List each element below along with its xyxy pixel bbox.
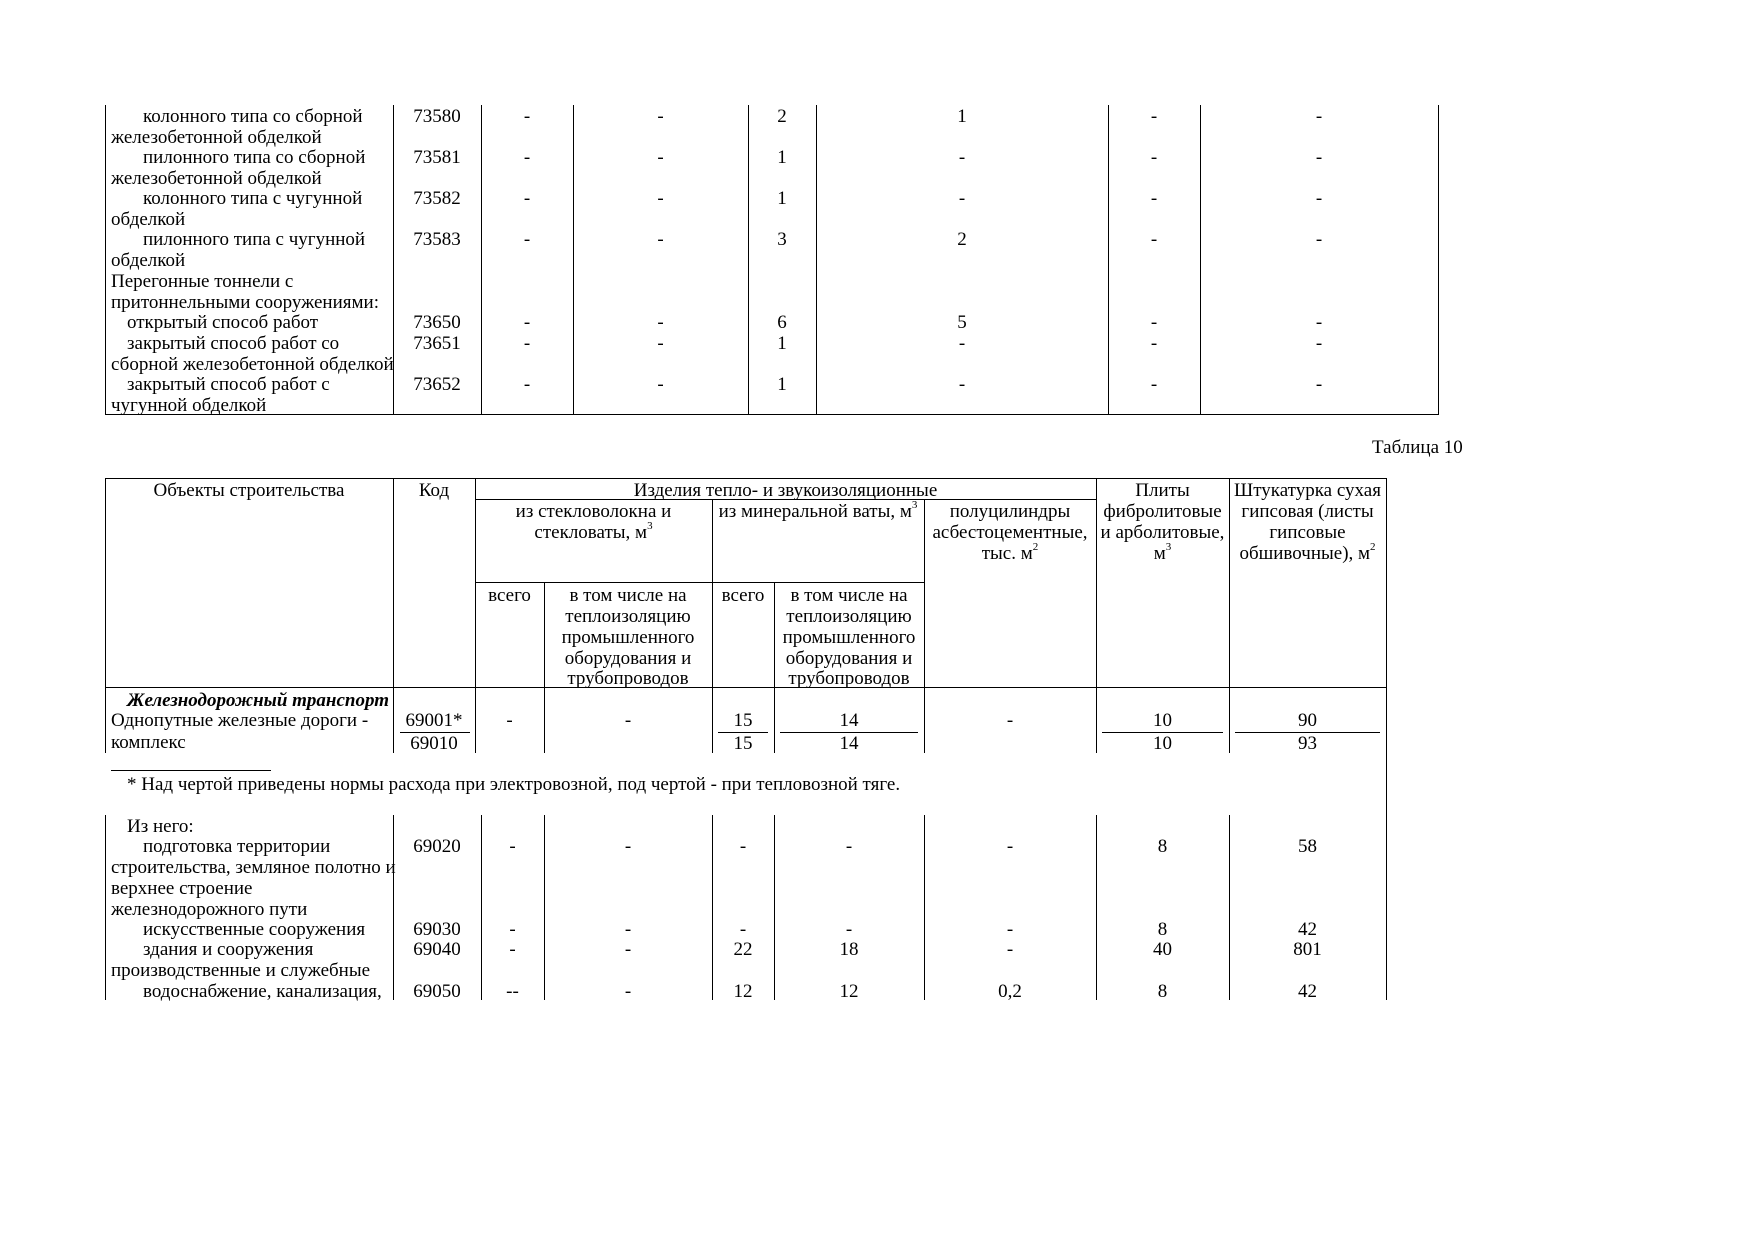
- cell-value: -: [523, 333, 531, 354]
- value-top: 90: [1298, 710, 1317, 731]
- cell-value: 6: [777, 312, 787, 333]
- cell-value: -: [657, 188, 664, 209]
- cell-value: -: [845, 919, 853, 940]
- header-plaster: гипсовая (листы: [1241, 501, 1374, 522]
- cell-value: -: [657, 229, 664, 250]
- row-name: закрытый способ работ с: [127, 374, 330, 395]
- row-name: открытый способ работ: [127, 312, 319, 333]
- header-plaster: обшивочные), $м^2$: [1239, 540, 1376, 564]
- cell-value: -: [523, 374, 531, 395]
- cell-value: -: [1315, 312, 1323, 333]
- cell-value: -: [509, 939, 516, 960]
- row-code: 73581: [413, 147, 461, 168]
- cell-value: -: [1315, 333, 1323, 354]
- row-name: подготовка территории: [143, 836, 331, 857]
- value-top: 14: [839, 710, 859, 731]
- row-name: пилонного типа со сборной: [143, 147, 366, 168]
- cell-value: --: [506, 981, 519, 1002]
- header-cylinders: полуцилиндры: [949, 501, 1071, 522]
- row-name: пилонного типа с чугунной: [143, 229, 366, 250]
- header-plates: фибролитовые: [1103, 501, 1222, 522]
- cell-value: 8: [1157, 981, 1168, 1002]
- row-name: железобетонной обделкой: [111, 127, 322, 148]
- value-bottom: 15: [733, 733, 753, 754]
- table10-border-left: [105, 687, 106, 753]
- row-name: колонного типа со сборной: [143, 106, 363, 127]
- row-name: Однопутные железные дороги -: [111, 710, 369, 731]
- cell-value: -: [523, 106, 531, 127]
- cell-value: -: [1150, 374, 1158, 395]
- value-bottom: 10: [1153, 733, 1172, 754]
- cell-value: -: [1006, 919, 1014, 940]
- group-heading: Перегонные тоннели с: [111, 271, 294, 292]
- top-table-border-right: [1438, 105, 1439, 415]
- row-name: здания и сооружения: [143, 939, 314, 960]
- cell-value: 1: [777, 374, 787, 395]
- header-incl: трубопроводов: [567, 668, 689, 689]
- cell-value: -: [958, 374, 966, 395]
- value-top: 15: [733, 710, 753, 731]
- header-glass: из стекловолокна и: [515, 501, 672, 522]
- value-top: 10: [1153, 710, 1172, 731]
- table10-border-right: [1386, 478, 1387, 688]
- cell-value: -: [509, 836, 516, 857]
- header-incl: теплоизоляцию: [565, 606, 691, 627]
- header-code: Код: [418, 480, 450, 501]
- cell-value: 1: [957, 106, 967, 127]
- cell-value: -: [624, 981, 632, 1002]
- cell-value: -: [657, 312, 664, 333]
- section-title: Железнодорожный транспорт: [127, 690, 389, 711]
- row-name: чугунной обделкой: [111, 395, 267, 416]
- cell-value: 0,2: [998, 981, 1022, 1002]
- cell-value: -: [1006, 710, 1014, 731]
- cell-value: -: [739, 836, 747, 857]
- cell-value: -: [657, 333, 664, 354]
- row-name: искусственные сооружения: [143, 919, 366, 940]
- footnote-rule: [111, 770, 271, 771]
- cell-value: -: [1315, 229, 1323, 250]
- header-incl: промышленного: [561, 627, 695, 648]
- cell-value: -: [958, 333, 966, 354]
- header-incl: в том числе на: [790, 585, 908, 606]
- cell-value: -: [509, 919, 516, 940]
- table10-header-rule: [475, 582, 924, 583]
- cell-value: -: [1150, 188, 1158, 209]
- header-plates: $м^3$: [1153, 540, 1172, 564]
- cell-value: 12: [839, 981, 859, 1002]
- cell-value: 801: [1293, 939, 1322, 960]
- cell-value: 2: [957, 229, 967, 250]
- row-code: 69050: [413, 981, 461, 1002]
- cell-value: 8: [1157, 836, 1168, 857]
- cell-value: -: [657, 147, 664, 168]
- row-name: закрытый способ работ со: [127, 333, 340, 354]
- cell-value: -: [1315, 147, 1323, 168]
- code-bottom: 69010: [410, 733, 458, 754]
- row-code: 73580: [413, 106, 461, 127]
- cell-value: 1: [777, 188, 787, 209]
- header-total: всего: [488, 585, 531, 606]
- cell-value: -: [523, 147, 531, 168]
- cell-value: -: [1150, 312, 1158, 333]
- cell-value: 40: [1153, 939, 1172, 960]
- top-table-border-left: [105, 105, 106, 415]
- value-bottom: 93: [1298, 733, 1317, 754]
- cell-value: -: [1006, 939, 1014, 960]
- cell-value: 3: [777, 229, 787, 250]
- header-objects: Объекты строительства: [153, 480, 345, 501]
- group-heading: Из него:: [127, 816, 194, 837]
- cell-value: -: [624, 836, 632, 857]
- cell-value: -: [1150, 147, 1158, 168]
- row-name: железнодорожного пути: [111, 899, 308, 920]
- table-label: Таблица 10: [1372, 437, 1463, 458]
- header-plaster: Штукатурка сухая: [1234, 480, 1381, 501]
- top-table-border-bottom: [105, 414, 1439, 415]
- cell-value: 2: [777, 106, 787, 127]
- cell-value: -: [657, 106, 664, 127]
- cell-value: 22: [733, 939, 753, 960]
- header-plaster: гипсовые: [1269, 522, 1346, 543]
- cell-value: -: [523, 188, 531, 209]
- header-total: всего: [721, 585, 765, 606]
- row-name: комплекс: [111, 732, 186, 753]
- header-incl: оборудования и: [564, 648, 692, 669]
- footnote: * Над чертой приведены нормы расхода при электровозной, под чертой - при тепловозной тяге.: [127, 774, 901, 795]
- value-bottom: 14: [839, 733, 859, 754]
- row-name: обделкой: [111, 250, 186, 271]
- cell-value: -: [1150, 333, 1158, 354]
- cell-value: 58: [1298, 836, 1317, 857]
- cell-value: -: [1006, 836, 1014, 857]
- row-code: 73582: [413, 188, 461, 209]
- cell-value: -: [624, 939, 632, 960]
- row-name: водоснабжение, канализация,: [143, 981, 382, 1002]
- group-heading: притоннельными сооружениями:: [111, 292, 379, 313]
- table10-border-right: [1386, 815, 1387, 1000]
- cell-value: -: [845, 836, 853, 857]
- cell-value: -: [624, 919, 632, 940]
- row-name: железобетонной обделкой: [111, 168, 322, 189]
- header-cylinders: асбестоцементные,: [932, 522, 1088, 543]
- row-name: колонного типа с чугунной: [143, 188, 363, 209]
- cell-value: 42: [1298, 919, 1317, 940]
- header-plates: Плиты: [1135, 480, 1190, 501]
- cell-value: -: [1315, 106, 1323, 127]
- header-incl: в том числе на: [569, 585, 687, 606]
- cell-value: 8: [1157, 919, 1168, 940]
- table10-border-left: [105, 815, 106, 1000]
- cell-value: 12: [733, 981, 753, 1002]
- row-name: строительства, земляное полотно и: [111, 857, 396, 878]
- row-code: 73652: [413, 374, 461, 395]
- header-glass: стекловаты, $м^3$: [534, 519, 653, 543]
- row-code: 73583: [413, 229, 461, 250]
- row-name: обделкой: [111, 209, 186, 230]
- row-code: 73651: [413, 333, 461, 354]
- table10-border-left: [105, 478, 106, 688]
- cell-value: -: [523, 229, 531, 250]
- cell-value: -: [1150, 106, 1158, 127]
- cell-value: 5: [957, 312, 967, 333]
- cell-value: -: [1315, 374, 1323, 395]
- table10-border-right: [1386, 687, 1387, 753]
- cell-value: -: [958, 188, 966, 209]
- header-incl: промышленного: [782, 627, 916, 648]
- cell-value: -: [657, 374, 664, 395]
- table10-divider: [393, 478, 394, 688]
- row-code: 69030: [413, 919, 461, 940]
- header-incl: теплоизоляцию: [786, 606, 912, 627]
- header-group: Изделия тепло- и звукоизоляционные: [633, 480, 938, 501]
- header-incl: оборудования и: [785, 648, 913, 669]
- table10-border-right: [1386, 752, 1387, 816]
- cell-value: -: [523, 312, 531, 333]
- cell-value: -: [958, 147, 966, 168]
- cell-value: 18: [839, 939, 859, 960]
- cell-value: 1: [777, 147, 787, 168]
- cell-value: -: [1150, 229, 1158, 250]
- row-name: производственные и служебные: [111, 960, 371, 981]
- cell-value: 42: [1298, 981, 1317, 1002]
- header-mineral: из минеральной ваты, $м^3$: [718, 498, 918, 522]
- cell-value: -: [1315, 188, 1323, 209]
- header-plates: и арболитовые,: [1100, 522, 1225, 543]
- cell-value: 1: [777, 333, 787, 354]
- header-cylinders: тыс. $м^2$: [981, 540, 1039, 564]
- row-code: 73650: [413, 312, 461, 333]
- header-incl: трубопроводов: [788, 668, 910, 689]
- table10-header-bottom: [105, 687, 1386, 688]
- row-code: 69040: [413, 939, 461, 960]
- cell-value: -: [624, 710, 632, 731]
- row-name: сборной железобетонной обделкой: [111, 354, 394, 375]
- cell-value: -: [739, 919, 747, 940]
- cell-value: -: [506, 710, 513, 731]
- row-code: 69020: [413, 836, 461, 857]
- code-top: 69001*: [405, 710, 463, 731]
- row-name: верхнее строение: [111, 878, 253, 899]
